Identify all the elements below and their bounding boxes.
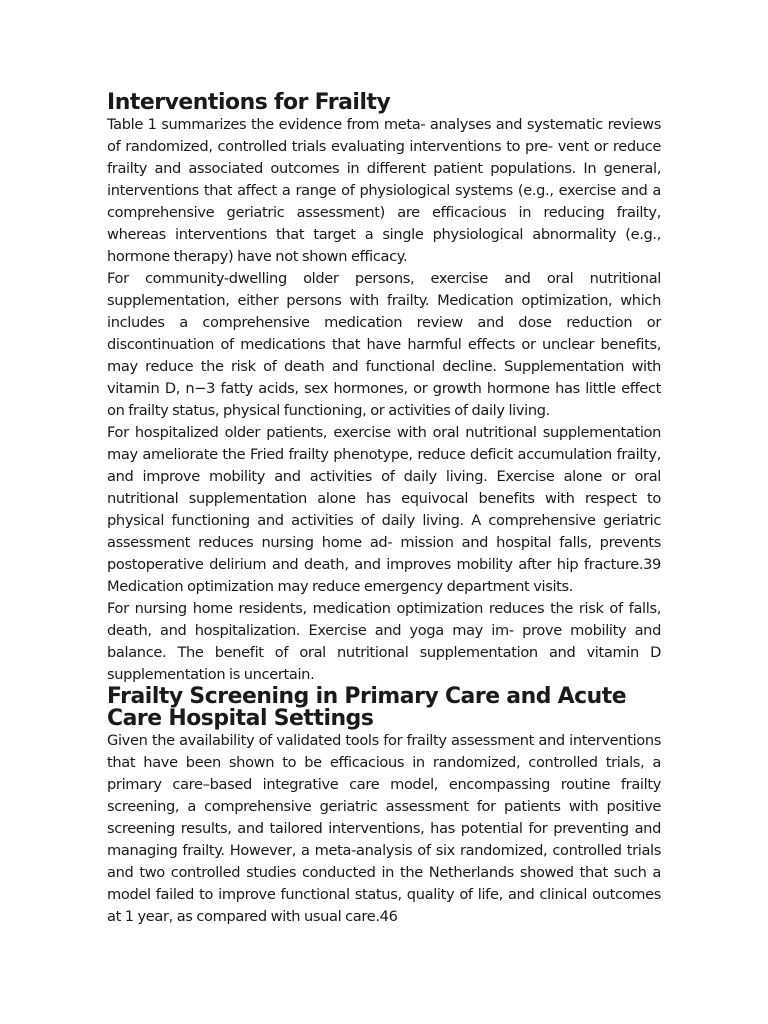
paragraph-community-dwelling: For community-dwelling older persons, exercise and oral nutritional supplementation, either persons with frailty. Medication optimization, which includes a comprehensive medication review and dose reduction or discontinuation of medications that have harmful effects or unclear benefits, may reduce the risk of death and functional decline. Supplementation with vitamin D, n−3 fatty acids, sex hormones, or growth hormone has little effect on frailty status, physical functioning, or activities of daily living. xyxy=(107,270,661,419)
paragraph-nursing-home: For nursing home residents, medication optimization reduces the risk of falls, death, and hospitalization. Exercise and yoga may im- prove mobility and balance. The benefit of oral nutritional supplementation and vitamin D supplementation is uncertain. xyxy=(107,600,661,683)
paragraph-table-summary: Table 1 summarizes the evidence from meta- analyses and systematic reviews of randomized, controlled trials evaluating interventions to pre- vent or reduce frailty and associated outcomes in different patient populations. In general, interventions that affect a range of physiological systems (e.g., exercise and a comprehensive geriatric assessment) are efficacious in reducing frailty, whereas interventions that target a single physiological abnormality (e.g., hormone therapy) have not shown efficacy. xyxy=(107,116,661,265)
section-heading-screening: Frailty Screening in Primary Care and Acute Care Hospital Settings xyxy=(107,684,627,731)
paragraph-screening: Given the availability of validated tools for frailty assessment and interventions that have been shown to be efficacious in randomized, controlled trials, a primary care–based integrative care model, encompassing routine frailty screening, a comprehensive geriatric assessment for patients with positive screening results, and tailored interventions, has potential for preventing and managing frailty. However, a meta-analysis of six randomized, controlled trials and two controlled studies conducted in the Netherlands showed that such a model failed to improve functional status, quality of life, and clinical outcomes at 1 year, as compared with usual care.46 xyxy=(107,732,661,925)
paragraph-hospitalized: For hospitalized older patients, exercise with oral nutritional supplementation may ameliorate the Fried frailty phenotype, reduce deficit accumulation frailty, and improve mobility and activities of daily living. Exercise alone or oral nutritional supplementation alone has equivocal benefits with respect to physical functioning and activities of daily living. A comprehensive geriatric assessment reduces nursing home ad- mission and hospital falls, prevents postoperative delirium and death, and improves mobility after hip fracture.39 Medication optimization may reduce emergency department visits. xyxy=(107,424,661,595)
section-heading-interventions: Interventions for Frailty xyxy=(107,90,391,115)
document-page xyxy=(107,92,661,928)
